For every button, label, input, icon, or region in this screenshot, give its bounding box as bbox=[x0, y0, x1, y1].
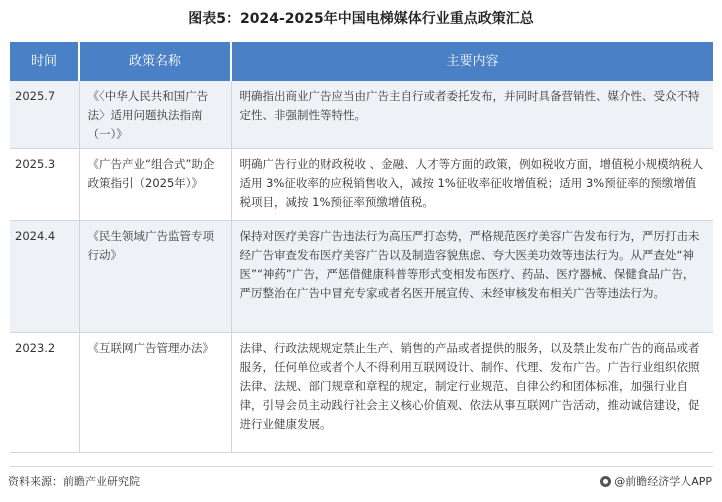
row-content: 明确指出商业广告应当由广告主自行或者委托发布，并同时具备营销性、媒介性、受众不特定性、非强制性等特性。 bbox=[231, 81, 713, 149]
wechat-icon bbox=[600, 476, 611, 487]
row-year: 2025.7 bbox=[10, 81, 79, 149]
brand-credit bbox=[600, 473, 712, 489]
row-year: 2024.4 bbox=[10, 221, 79, 333]
row-policy-name: 《互联网广告管理办法》 bbox=[79, 333, 231, 453]
footer-divider bbox=[10, 466, 713, 467]
header-time: 时间 bbox=[10, 42, 79, 81]
chart-title: 图表5：2024-2025年中国电梯媒体行业重点政策汇总 bbox=[188, 11, 534, 27]
table-row bbox=[10, 221, 713, 333]
row-policy-name: 《〈中华人民共和国广告法〉适用问题执法指南（一）》 bbox=[79, 81, 231, 149]
header-main-content: 主要内容 bbox=[231, 42, 713, 81]
row-content: 明确广告行业的财政税收 、金融、人才等方面的政策，例如税收方面，增值税小规模纳税人适用 3%征收率的应税销售收入，减按 1%征收率征收增值税；适用 3%预征率的预缴增值税项目，减按 1%预征率预缴增值税。 bbox=[231, 149, 713, 221]
row-policy-name: 《广告产业“组合式”助企政策指引（2025年）》 bbox=[79, 149, 231, 221]
policy-table bbox=[10, 42, 713, 453]
table-row bbox=[10, 333, 713, 453]
row-content: 保持对医疗美容广告违法行为高压严打态势，严格规范医疗美容广告发布行为，严厉打击未经广告审查发布医疗美容广告以及制造容貌焦虑、夸大医美功效等违法行为。从严查处“神医”“神药”广告，严惩借健康科普等形式变相发布医疗、药品、医疗器械、保健食品广告，严厉整治在广告中冒充专家或者名医开展宣传、未经审核发布相关广告等违法行为。 bbox=[231, 221, 713, 333]
brand-label: @前瞻经济学人APP bbox=[614, 475, 712, 488]
row-year: 2023.2 bbox=[10, 333, 79, 453]
source-note: 资料来源：前瞻产业研究院 bbox=[8, 475, 140, 488]
table-row bbox=[10, 149, 713, 221]
table-header-row bbox=[10, 42, 713, 81]
row-content: 法律、行政法规规定禁止生产、销售的产品或者提供的服务，以及禁止发布广告的商品或者服务，任何单位或者个人不得利用互联网设计、制作、代理、发布广告。广告行业组织依照法律、法规、部门规章和章程的规定，制定行业规范、自律公约和团体标准，加强行业自律，引导会员主动践行社会主义核心价值观、依法从事互联网广告活动，推动诚信建设，促进行业健康发展。 bbox=[231, 333, 713, 453]
header-policy-name: 政策名称 bbox=[79, 42, 231, 81]
table-row bbox=[10, 81, 713, 149]
row-year: 2025.3 bbox=[10, 149, 79, 221]
row-policy-name: 《民生领域广告监管专项行动》 bbox=[79, 221, 231, 333]
